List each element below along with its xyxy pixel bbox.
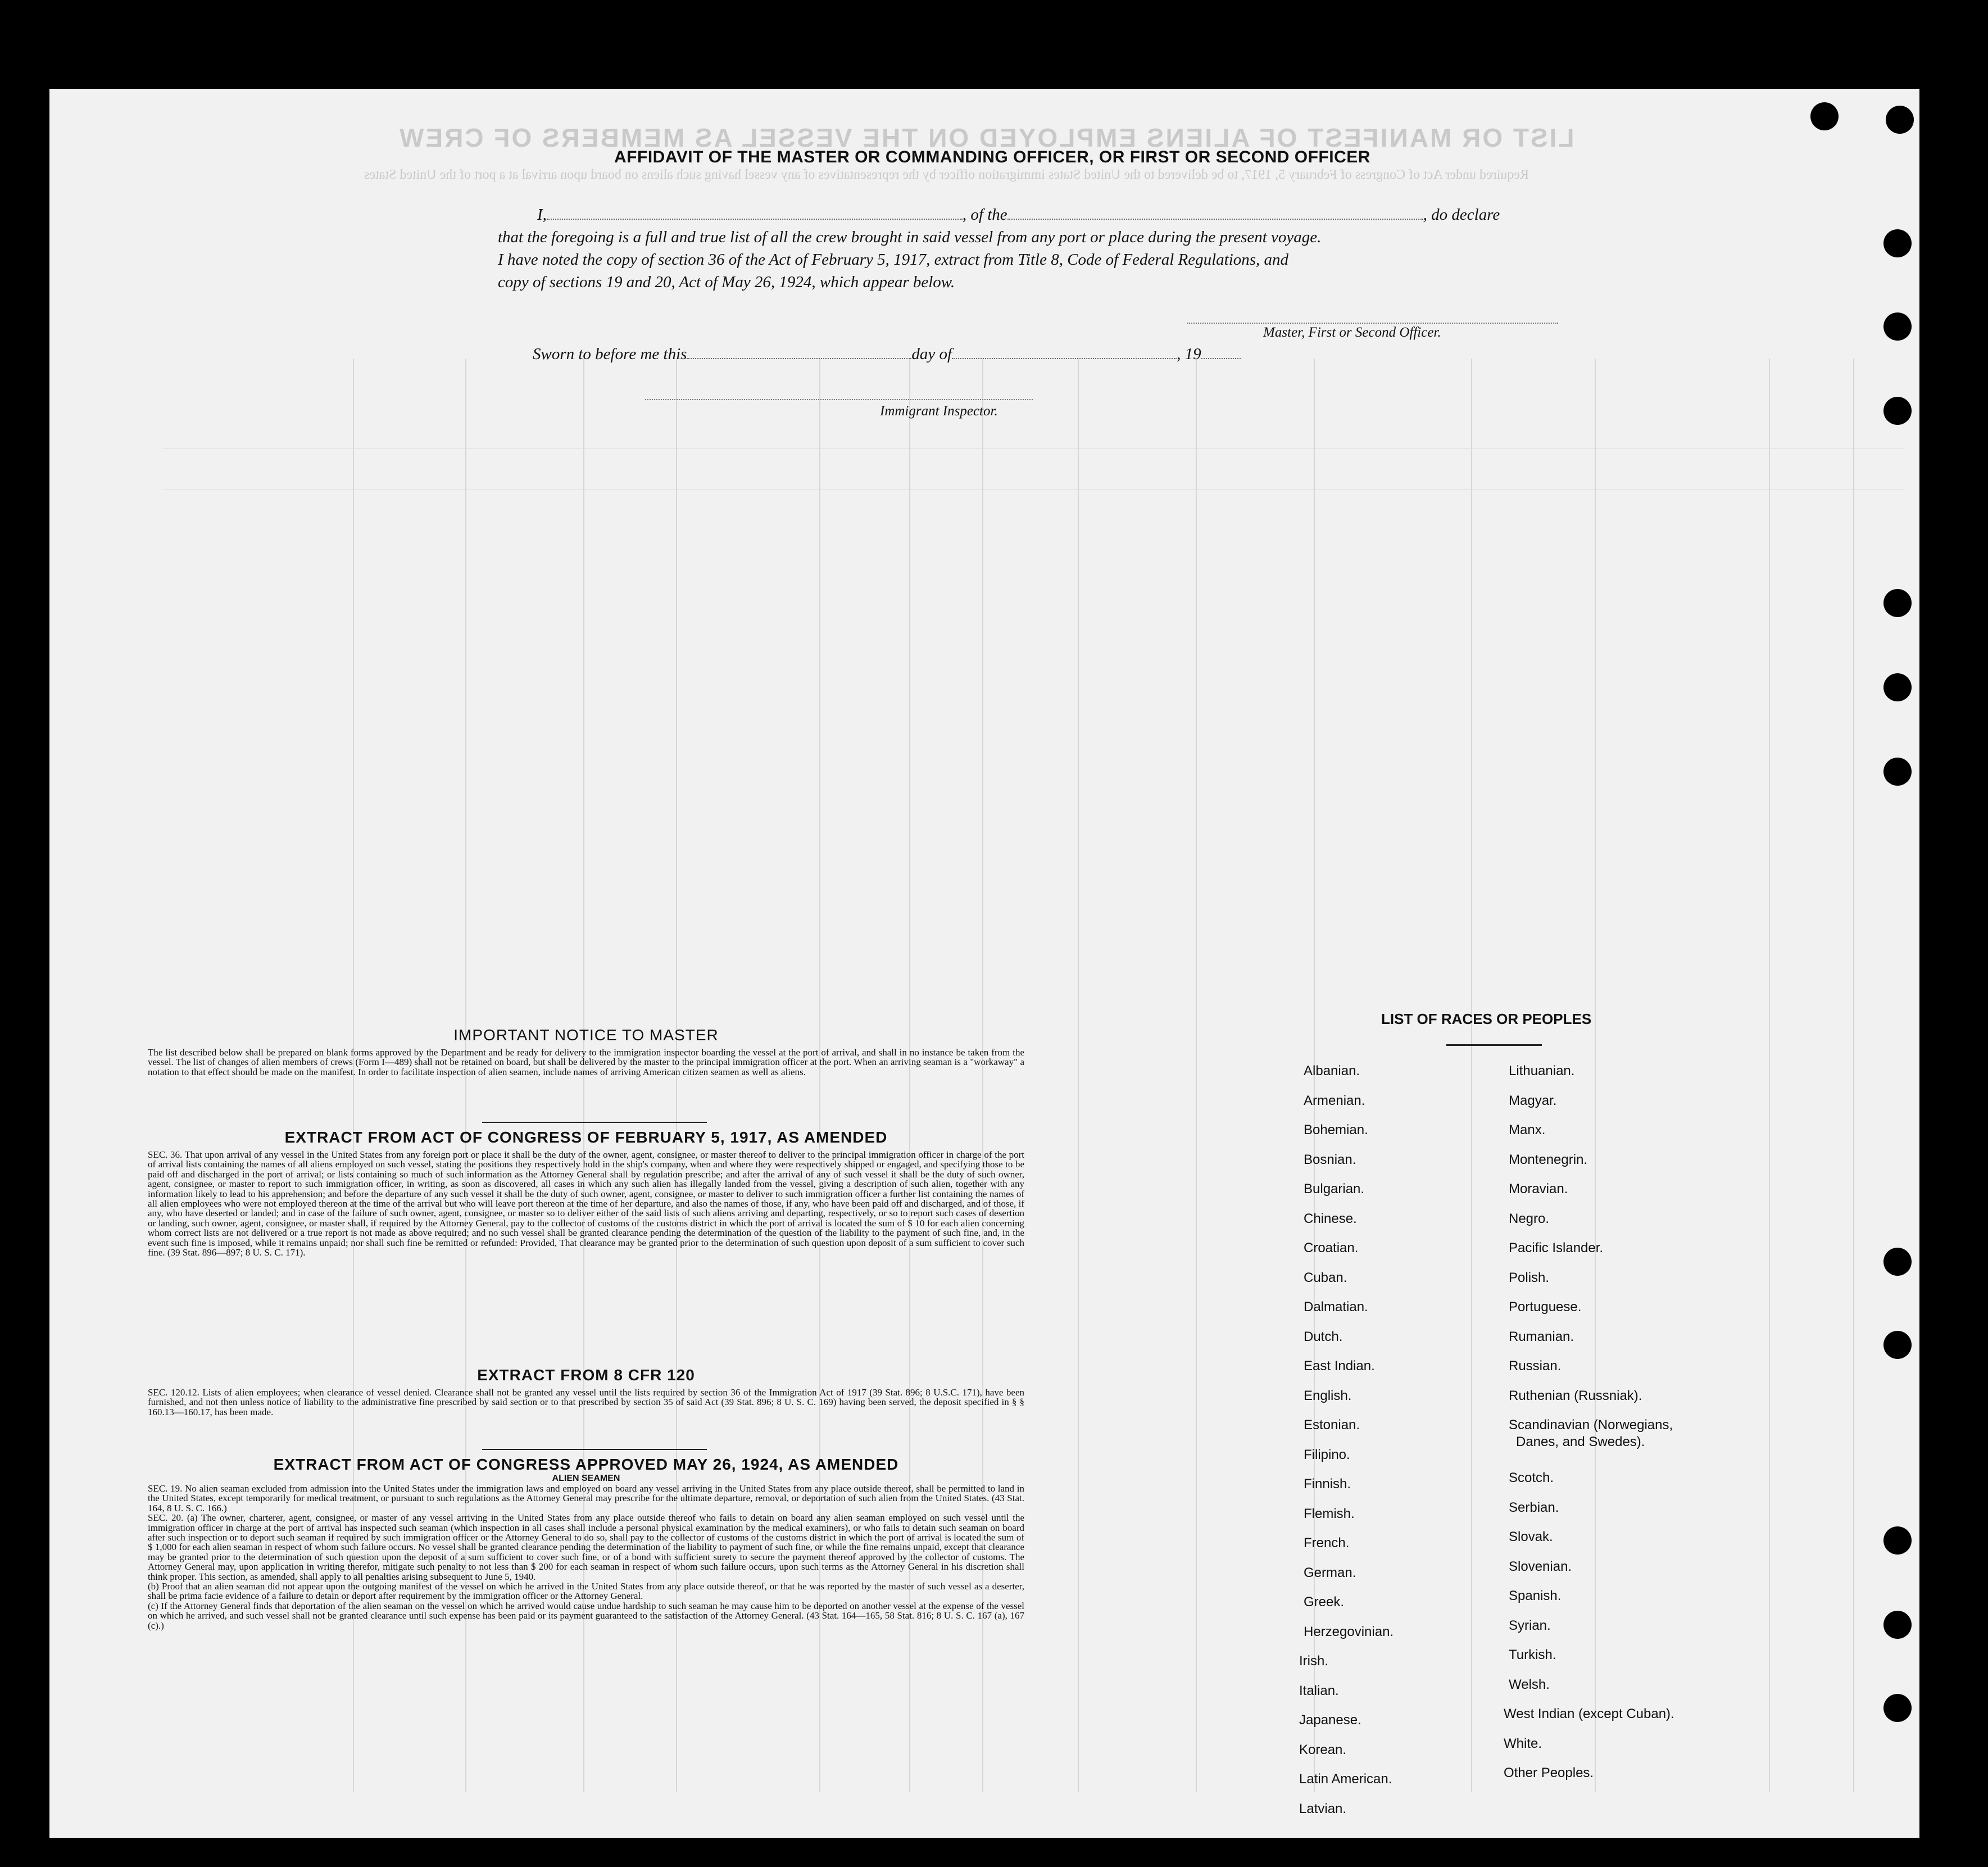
- race-item: Irish.: [1299, 1653, 1329, 1669]
- punch-hole: [1810, 102, 1839, 130]
- race-item: Filipino.: [1304, 1447, 1350, 1462]
- punch-hole: [1883, 758, 1912, 786]
- ghost-grid-line: [1471, 359, 1472, 1792]
- master-signature-line: [1187, 323, 1558, 324]
- inspector-signature-line: [645, 399, 1033, 400]
- notice-text: The list described below shall be prepared on blank forms approved by the Department and be ready for delivery to the immigration inspector boarding the vessel at the port of arrival, and shall in no instance be taken from the vessel. The list of changes of alien members of crews (Form I—489) shall not be retained on board, but shall be delivered by the master to the principal immigration officer at the port. When an arriving seaman is a "workaway" a notation to that effect should be made on the manifest. In order to facilitate inspection of alien seamen, include names of arriving American citizen seamen as well as aliens.: [148, 1047, 1024, 1077]
- punch-hole: [1883, 1331, 1912, 1359]
- punch-hole: [1883, 1526, 1912, 1555]
- race-item: Moravian.: [1509, 1181, 1568, 1197]
- race-item: Bohemian.: [1304, 1122, 1368, 1138]
- race-item: Cuban.: [1304, 1270, 1347, 1285]
- race-item: Latin American.: [1299, 1771, 1392, 1787]
- race-item: Bosnian.: [1304, 1152, 1356, 1167]
- race-item: Manx.: [1509, 1122, 1546, 1138]
- extract-cfr-section: [148, 1366, 1024, 1417]
- race-item: Danes, and Swedes).: [1516, 1434, 1645, 1449]
- races-title-underline: [1446, 1044, 1542, 1046]
- race-item: Latvian.: [1299, 1801, 1347, 1816]
- extract-cfr-text: SEC. 120.12. Lists of alien employees; when clearance of vessel denied. Clearance shall not be granted any vessel until the lists required by section 36 of the Immigration Act of 1917 (39 Stat. 896; 8 U.S.C. 171), have been furnished, and not then unless notice of liability to the administrative fine prescribed by said section or to that prescribed by section 35 of said Act (39 Stat. 896; 8 U. S. C. 169) having been served, the deposit specified in § § 160.13—160.17, has been made.: [148, 1387, 1024, 1417]
- race-item: Flemish.: [1304, 1506, 1355, 1521]
- punch-hole: [1883, 673, 1912, 701]
- sworn-line: [533, 345, 1241, 364]
- race-item: Slovak.: [1509, 1529, 1553, 1544]
- affidavit-line-2: that the foregoing is a full and true list of all the crew brought in said vessel from any port or place during the present voyage.: [498, 228, 1322, 246]
- race-item: Finnish.: [1304, 1476, 1351, 1492]
- race-item: White.: [1504, 1735, 1542, 1751]
- races-title: LIST OF RACES OR PEOPLES: [1381, 1010, 1592, 1027]
- punch-hole: [1883, 229, 1912, 257]
- race-item: German.: [1304, 1565, 1356, 1580]
- punch-hole: [1883, 397, 1912, 425]
- affidavit-line-4: copy of sections 19 and 20, Act of May 26, 1924, which appear below.: [498, 273, 955, 291]
- race-item: Magyar.: [1509, 1093, 1557, 1108]
- extract-1924-sec20b: (b) Proof that an alien seaman did not appear upon the outgoing manifest of the vessel on which he arrived in the United States from any place outside thereof, or that he was reported by the master of such vessel as a deserter, shall be prima facie evidence of a failure to detain or deport after requirement by the immigration officer or the Attorney General.: [148, 1581, 1024, 1602]
- race-item: Chinese.: [1304, 1211, 1357, 1226]
- ghost-grid-line: [1769, 359, 1770, 1792]
- ghost-grid-line: [1595, 359, 1596, 1792]
- day-of-label: day of: [911, 345, 952, 363]
- race-item: Russian.: [1509, 1358, 1562, 1374]
- extract-1924-subtitle: ALIEN SEAMEN: [552, 1474, 620, 1483]
- punch-hole: [1886, 106, 1914, 134]
- race-item: Portuguese.: [1509, 1299, 1582, 1315]
- race-item: Herzegovinian.: [1304, 1624, 1394, 1639]
- affidavit-declaration-line: [537, 206, 1500, 224]
- ghost-grid-line: [162, 448, 1904, 449]
- affidavit-of-the: , of the: [962, 206, 1007, 224]
- document-sheet: [49, 89, 1919, 1838]
- race-item: Pacific Islander.: [1509, 1240, 1604, 1256]
- ghost-grid-line: [1853, 359, 1854, 1792]
- notice-section: [148, 1026, 1024, 1077]
- ghost-manifest-title: LIST OR MANIFEST OF ALIENS EMPLOYED ON THE VESSEL AS MEMBERS OF CREW: [398, 123, 1574, 152]
- race-item: Lithuanian.: [1509, 1063, 1575, 1078]
- race-item: Serbian.: [1509, 1499, 1559, 1515]
- punch-hole: [1883, 589, 1912, 617]
- extract-1924-sec19: SEC. 19. No alien seaman excluded from admission into the United States under the immigration laws and employed on board any vessel arriving in the United States from any place outside thereof, shall be permitted to land in the United States, except temporarily for medical treatment, or pursuant to such regulations as the Attorney General may prescribe for the ultimate departure, removal, or deportation of such alien from the United States. (43 Stat. 164, 8 U. S. C. 166.): [148, 1483, 1024, 1513]
- race-item: Albanian.: [1304, 1063, 1360, 1078]
- race-item: Rumanian.: [1509, 1329, 1574, 1344]
- race-item: East Indian.: [1304, 1358, 1375, 1374]
- ghost-grid-line: [162, 489, 1904, 490]
- extract-1924-title: EXTRACT FROM ACT OF CONGRESS APPROVED MAY 26, 1924, AS AMENDED: [273, 1456, 899, 1473]
- affidavit-i: I,: [537, 206, 547, 224]
- section-divider: [482, 1449, 707, 1450]
- section-divider: [482, 1122, 707, 1123]
- punch-hole: [1883, 1694, 1912, 1722]
- race-item: Other Peoples.: [1504, 1765, 1594, 1780]
- race-item: Montenegrin.: [1509, 1152, 1588, 1167]
- race-item: Turkish.: [1509, 1647, 1556, 1662]
- race-item: Greek.: [1304, 1594, 1345, 1610]
- race-item: Dutch.: [1304, 1329, 1343, 1344]
- race-item: Scandinavian (Norwegians,: [1509, 1417, 1673, 1433]
- extract-1917-title: EXTRACT FROM ACT OF CONGRESS OF FEBRUARY 5, 1917, AS AMENDED: [284, 1129, 888, 1146]
- extract-1924-section: [148, 1456, 1024, 1630]
- punch-hole: [1883, 1611, 1912, 1639]
- race-item: Estonian.: [1304, 1417, 1360, 1433]
- sworn-label: Sworn to before me this: [533, 345, 687, 363]
- race-item: Welsh.: [1509, 1676, 1550, 1692]
- ghost-grid-line: [1078, 359, 1079, 1792]
- race-item: Polish.: [1509, 1270, 1550, 1285]
- year-label: , 19: [1177, 345, 1201, 363]
- extract-1924-sec20c: (c) If the Attorney General finds that deportation of the alien seaman on the vessel on which he arrived would cause undue hardship to such seaman he may cause him to be deported on another vessel at the expense of the vessel on which he arrived, and such vessel shall not be granted clearance until such expense has been paid or its payment guaranteed to the satisfaction of the Attorney General. (43 Stat. 164—165, 58 Stat. 816; 8 U. S. C. 167 (a), 167 (c).): [148, 1600, 1024, 1631]
- affidavit-line-3: I have noted the copy of section 36 of the Act of February 5, 1917, extract from Title 8, Code of Federal Regulations, and: [498, 251, 1289, 269]
- race-item: Negro.: [1509, 1211, 1550, 1226]
- race-item: Bulgarian.: [1304, 1181, 1365, 1197]
- master-officer-label: Master, First or Second Officer.: [1263, 325, 1441, 340]
- race-item: Armenian.: [1304, 1093, 1365, 1108]
- race-item: Syrian.: [1509, 1617, 1551, 1633]
- punch-hole: [1883, 1248, 1912, 1276]
- affidavit-title: AFFIDAVIT OF THE MASTER OR COMMANDING OFFICER, OR FIRST OR SECOND OFFICER: [614, 148, 1370, 166]
- extract-cfr-title: EXTRACT FROM 8 CFR 120: [477, 1366, 695, 1384]
- race-item: Spanish.: [1509, 1588, 1562, 1603]
- punch-hole: [1883, 312, 1912, 341]
- race-item: West Indian (except Cuban).: [1504, 1706, 1674, 1721]
- race-item: Japanese.: [1299, 1712, 1361, 1728]
- extract-1917-section: [148, 1129, 1024, 1257]
- ghost-manifest-subtitle: Required under Act of Congress of February 5, 1917, to be delivered to the United States immigration officer by the representatives of any vessel having such aliens on board upon arrival at a port of the United States: [364, 167, 1529, 182]
- race-item: Slovenian.: [1509, 1558, 1572, 1574]
- race-item: Italian.: [1299, 1683, 1339, 1698]
- race-item: Dalmatian.: [1304, 1299, 1368, 1315]
- extract-1924-sec20a: SEC. 20. (a) The owner, charterer, agent, consignee, or master of any vessel arriving in the United States from any place outside thereof who fails to detain on board any alien seaman employed on such vessel until the immigration officer in charge at the port of arrival has inspected such seaman (which inspection in all cases shall include a personal physical examination by the medical examiners), or who fails to detain such seaman on board after such inspection or to deport such seaman if required by such immigration officer or the Attorney General to do so, shall pay to the collector of customs of the customs district in which the port of arrival is located the sum of $ 1,000 for each alien seaman in respect of whom such failure occurs. No vessel shall be granted clearance pending the determination of the liability to payment of such fine, or while the fine remains unpaid, except that clearance may be granted prior to the determination of such question upon the deposit of a sum sufficient to cover such fine, or of a bond with sufficient surety to secure the payment thereof approved by the collector of customs. The Attorney General may, upon application in writing therefor, mitigate such penalty to not less than $ 200 for each seaman in respect of whom such failure occurs, upon such terms as the Attorney General in his discretion shall think proper. This section, as amended, shall apply to all penalties arising subsequent to June 5, 1940.: [148, 1512, 1024, 1582]
- race-item: English.: [1304, 1388, 1352, 1403]
- race-item: French.: [1304, 1535, 1350, 1551]
- notice-title: IMPORTANT NOTICE TO MASTER: [453, 1026, 719, 1044]
- affidavit-declare: , do declare: [1423, 206, 1500, 224]
- race-item: Ruthenian (Russniak).: [1509, 1388, 1642, 1403]
- race-item: Croatian.: [1304, 1240, 1359, 1256]
- race-item: Scotch.: [1509, 1470, 1554, 1485]
- extract-1917-text: SEC. 36. That upon arrival of any vessel in the United States from any foreign port or place it shall be the duty of the owner, agent, consignee, or master thereof to deliver to the principal immigration officer in charge of the port of arrival lists containing the names of all aliens employed on such vessel, stating the positions they respectively hold in the ship's company, when and where they were respectively shipped or engaged, and specifying those to be paid off and discharged in the port of arrival; or lists containing so much of such information as the Attorney General shall by regulation prescribe; and after the arrival of any of such vessel it shall be the duty of such owner, agent, consignee, or master to report to such immigration officer, in writing, as soon as discovered, all cases in which any such alien has illegally landed from the vessel, giving a description of such alien, together with any information likely to lead to his apprehension; and before the departure of any such vessel it shall be the duty of such owner, agent, consignee, or master to deliver to such immigration officer a further list containing the names of all alien employees who were not employed thereon at the time of the arrival but who will leave port thereon at the time of her departure, and also the names of those, if any, who have been paid off and discharged, and of those, if any, who have deserted or landed; and in case of the failure of such owner, agent, consignee, or master so to deliver either of the said lists of such aliens arriving and departing, respectively, or so to report such cases of desertion or landing, such owner, agent, consignee, or master shall, if required by the Attorney General, pay to the collector of customs of the customs district in which the port of arrival is located the sum of $ 10 for each alien concerning whom correct lists are not delivered or a true report is not made as above required; and no such vessel shall be granted clearance pending the determination of the question of the liability to the payment of such fine, and, in the event such fine is imposed, while it remains unpaid; nor shall such fine be remitted or refunded: Provided, That clearance may be granted prior to the determination of such question upon deposit of a sum sufficient to cover such fine. (39 Stat. 896—897; 8 U. S. C. 171).: [148, 1149, 1024, 1258]
- race-item: Korean.: [1299, 1742, 1347, 1757]
- ghost-grid-line: [1196, 359, 1197, 1792]
- inspector-label: Immigrant Inspector.: [880, 404, 998, 419]
